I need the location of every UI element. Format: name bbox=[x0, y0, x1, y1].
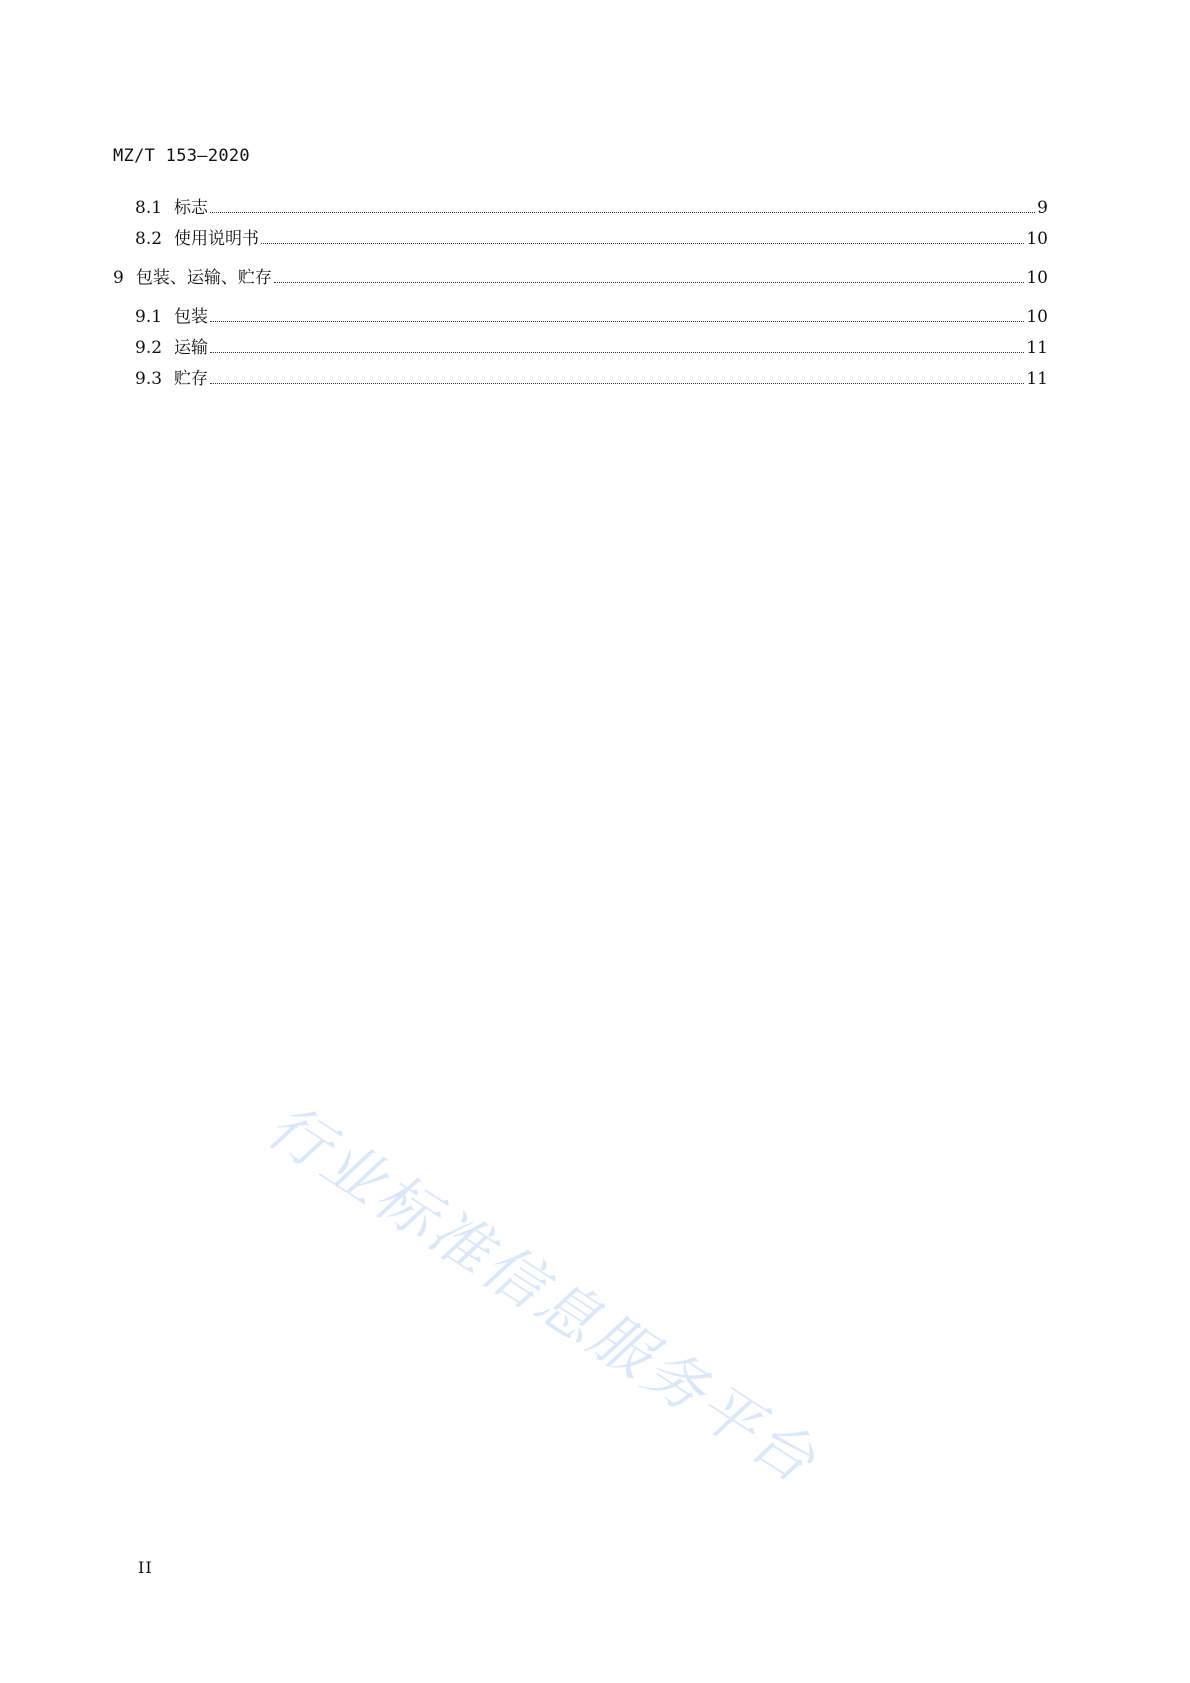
toc-entry-number: 9.3 bbox=[135, 369, 163, 389]
toc-entry-number: 9 bbox=[113, 268, 124, 288]
toc-entry-8-2[interactable] bbox=[113, 224, 1048, 255]
toc-dot-leader bbox=[274, 281, 1025, 283]
page-number-footer: II bbox=[138, 1558, 153, 1577]
toc-entry-9-1[interactable] bbox=[113, 302, 1048, 333]
toc-entry-title: 贮存 bbox=[174, 369, 209, 389]
toc-entry-title: 包装、运输、贮存 bbox=[135, 268, 272, 288]
toc-entry-title: 使用说明书 bbox=[174, 229, 260, 249]
toc-dot-leader bbox=[210, 320, 1024, 322]
toc-entry-title: 包装 bbox=[174, 307, 209, 327]
toc-entry-page: 11 bbox=[1026, 369, 1048, 389]
toc-entry-page: 10 bbox=[1026, 268, 1048, 288]
toc-entry-title: 标志 bbox=[174, 198, 209, 218]
toc-entry-title: 运输 bbox=[174, 338, 209, 358]
toc-entry-number: 9.1 bbox=[135, 307, 163, 327]
toc-dot-leader bbox=[210, 382, 1024, 384]
toc-entry-9-3[interactable] bbox=[113, 364, 1048, 395]
watermark-text: 行业标准信息服务平台 bbox=[254, 1090, 830, 1499]
toc-entry-9-2[interactable] bbox=[113, 333, 1048, 364]
toc-entry-number: 9.2 bbox=[135, 338, 163, 358]
toc-entry-number: 8.1 bbox=[135, 198, 163, 218]
toc-dot-leader bbox=[210, 351, 1024, 353]
toc-entry-number: 8.2 bbox=[135, 229, 163, 249]
toc-entry-8-1[interactable] bbox=[113, 193, 1048, 224]
toc-entry-page: 10 bbox=[1026, 229, 1048, 249]
table-of-contents bbox=[113, 193, 1048, 395]
document-code-header: MZ/T 153—2020 bbox=[113, 146, 250, 166]
toc-entry-page: 9 bbox=[1037, 198, 1048, 218]
toc-dot-leader bbox=[210, 211, 1035, 213]
toc-entry-page: 10 bbox=[1026, 307, 1048, 327]
toc-entry-page: 11 bbox=[1026, 338, 1048, 358]
toc-entry-9[interactable] bbox=[113, 263, 1048, 294]
toc-dot-leader bbox=[261, 242, 1024, 244]
